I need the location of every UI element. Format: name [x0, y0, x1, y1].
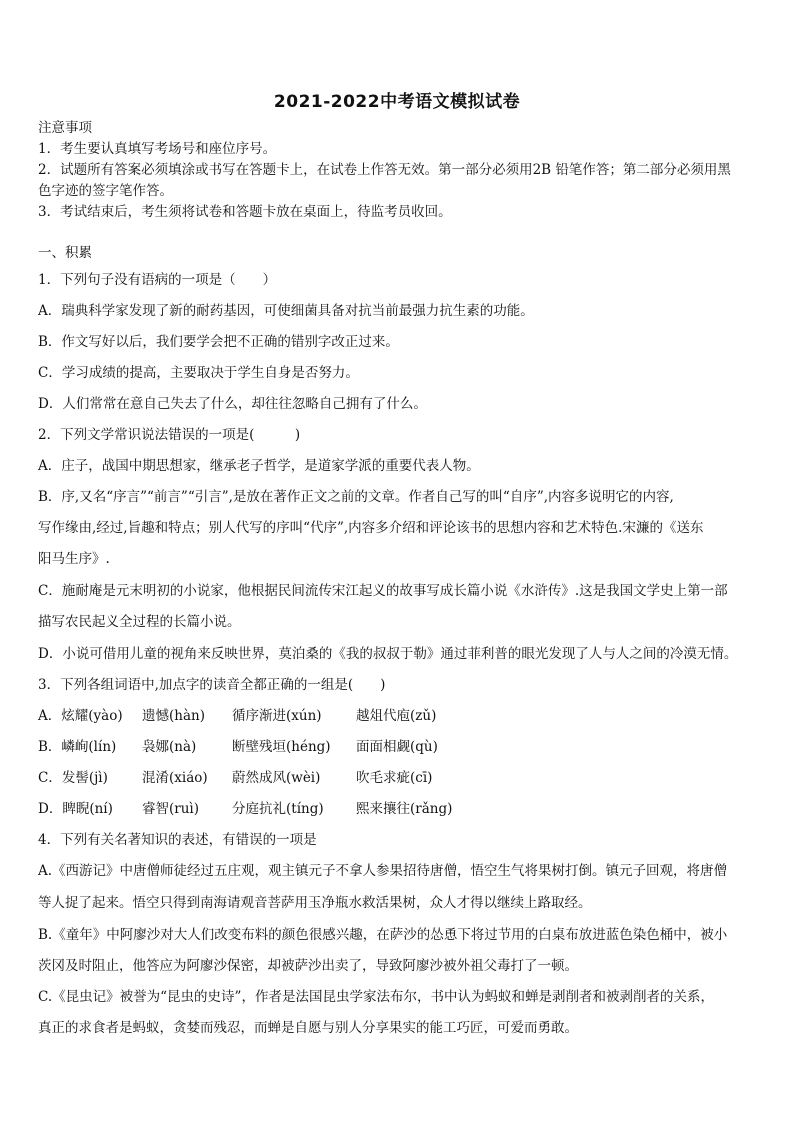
question-2-option-b-line1: B．序,又名“序言”“前言”“引言”,是放在著作正文之前的文章。作者自己写的叫“自序”,内容多说明它的内容, [38, 489, 674, 505]
notice-heading: 注意事项 [38, 120, 92, 136]
exam-title: 2021-2022中考语文模拟试卷 [273, 92, 521, 112]
question-4-option-b-line2: 茨冈及时阻止，他答应为阿廖沙保密，却被萨沙出卖了，导致阿廖沙被外祖父毒打了一顿。 [38, 958, 578, 974]
question-1-option-a: A．瑞典科学家发现了新的耐药基因，可使细菌具备对抗当前最强力抗生素的功能。 [38, 303, 534, 319]
question-1-option-b: B．作文写好以后，我们要学会把不正确的错别字改正过来。 [38, 334, 399, 350]
question-1-option-d: D．人们常常在意自己失去了什么，却往往忽略自己拥有了什么。 [38, 396, 427, 412]
question-3-option-a [38, 706, 760, 726]
question-4-option-b-line1: B.《童年》中阿廖沙对大人们改变布料的颜色很感兴趣，在萨沙的怂恿下将过节用的白桌布放进蓝色染色桶中，被小 [38, 927, 728, 943]
option-word: D．睥睨(ní) [38, 801, 113, 817]
option-word: 越俎代庖(zǔ) [356, 708, 437, 724]
notice-item: 1．考生要认真填写考场号和座位序号。 [38, 141, 277, 157]
notice-item: 色字迹的签字笔作答。 [38, 183, 173, 199]
option-word: 遗憾(hàn) [142, 708, 205, 724]
question-3-option-d [38, 799, 760, 819]
notice-section [38, 118, 758, 223]
question-4-option-c-line1: C.《昆虫记》被誉为“昆虫的史诗”，作者是法国昆虫学家法布尔，书中认为蚂蚁和蝉是剥削者和被剥削者的关系， [38, 989, 714, 1005]
question-1-option-c: C．学习成绩的提高，主要取决于学生自身是否努力。 [38, 365, 359, 381]
question-4-option-a-line2: 等人捉了起来。悟空只得到南海请观音菩萨用玉净瓶水救活果树，众人才得以继续上路取经。 [38, 895, 592, 911]
option-word: C．发髻(jì) [38, 770, 108, 786]
notice-item: 2．试题所有答案必须填涂或书写在答题卡上，在试卷上作答无效。第一部分必须用2B 铅笔作答；第二部分必须用黑 [38, 162, 731, 178]
notice-item: 3．考试结束后，考生须将试卷和答题卡放在桌面上，待监考员收回。 [38, 204, 452, 220]
section-heading: 一、积累 [38, 245, 92, 261]
option-word: 断壁残垣(héng) [232, 739, 331, 755]
option-word: 袅娜(nà) [142, 739, 197, 755]
option-word: 睿智(ruì) [142, 801, 199, 817]
question-2-option-c-line2: 描写农民起义全过程的长篇小说。 [38, 614, 241, 630]
option-word: 循序渐进(xún) [232, 708, 322, 724]
question-3-option-c [38, 768, 760, 788]
option-word: 熙来攘往(rǎng) [356, 801, 453, 817]
option-word: 面面相觑(qù) [356, 739, 438, 755]
question-2-stem: 2．下列文学常识说法错误的一项是( ) [38, 427, 301, 443]
option-word: 混淆(xiáo) [142, 770, 208, 786]
option-word: 吹毛求疵(cī) [356, 770, 433, 786]
question-2-option-b-line3: 阳马生序》. [38, 551, 110, 567]
question-1-stem: 1．下列句子没有语病的一项是（ ） [38, 272, 277, 288]
option-word: B．嶙峋(lín) [38, 739, 117, 755]
question-3-option-b [38, 737, 760, 757]
question-4-option-a-line1: A.《西游记》中唐僧师徒经过五庄观，观主镇元子不拿人参果招待唐僧，悟空生气将果树打倒。镇元子回观，将唐僧 [38, 863, 728, 879]
option-word: 蔚然成风(wèi) [232, 770, 321, 786]
question-3-stem: 3．下列各组词语中,加点字的读音全都正确的一组是( ) [38, 677, 386, 693]
question-2-option-b-line2: 写作缘由,经过,旨趣和特点；别人代写的序叫“代序”,内容多介绍和评论该书的思想内容和艺术特色.宋濂的《送东 [38, 520, 704, 536]
option-word: A．炫耀(yào) [38, 708, 123, 724]
question-2-option-a: A．庄子，战国中期思想家，继承老子哲学，是道家学派的重要代表人物。 [38, 458, 480, 474]
question-4-stem: 4．下列有关名著知识的表述，有错误的一项是 [38, 832, 317, 848]
question-2-option-d: D．小说可借用儿童的视角来反映世界，莫泊桑的《我的叔叔于勒》通过菲利普的眼光发现了人与人之间的冷漠无情。 [38, 646, 738, 662]
question-4-option-c-line2: 真正的求食者是蚂蚁，贪婪而残忍，而蝉是自愿与别人分享果实的能工巧匠，可爱而勇敢。 [38, 1020, 578, 1036]
question-2-option-c-line1: C．施耐庵是元末明初的小说家，他根据民间流传宋江起义的故事写成长篇小说《水浒传》.这是我国文学史上第一部 [38, 583, 728, 599]
option-word: 分庭抗礼(tíng) [232, 801, 324, 817]
